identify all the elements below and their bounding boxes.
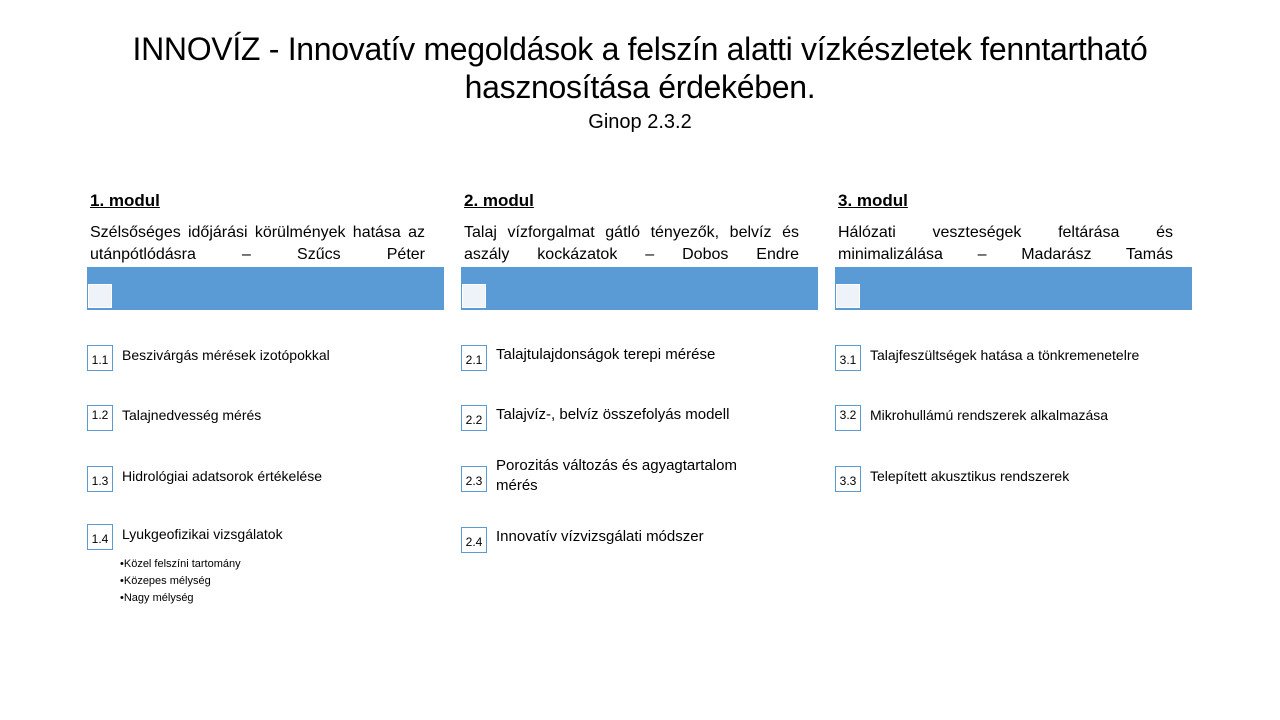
title-line-2: hasznosítása érdekében. xyxy=(464,69,816,105)
title-line-1: INNOVÍZ - Innovatív megoldások a felszín alatti vízkészletek fenntartható xyxy=(132,31,1148,67)
task-label: Talajfeszültségek hatása a tönkremenetelre xyxy=(870,347,1140,363)
task-label: Talajnedvesség mérés xyxy=(122,407,262,423)
module-description: Talaj vízforgalmat gátló tényezők, belvíz és aszály kockázatok – Dobos Endre xyxy=(464,224,799,263)
task-number: 2.3 xyxy=(461,466,487,492)
module-heading: 1. modul xyxy=(90,191,160,210)
module-1 xyxy=(87,190,444,610)
slide-title xyxy=(0,30,1280,106)
sub-item: • Közel felszíni tartomány xyxy=(120,556,241,573)
sub-item: • Közepes mélység xyxy=(120,573,241,590)
module-3 xyxy=(835,190,1192,610)
task-number: 1.3 xyxy=(87,466,113,492)
task-number: 3.3 xyxy=(835,466,861,492)
task-label: Talajtulajdonságok terepi mérése xyxy=(496,346,716,363)
task-number: 2.1 xyxy=(461,345,487,371)
task-label-line: mérés xyxy=(496,477,538,494)
module-2 xyxy=(461,190,818,610)
module-bar xyxy=(87,267,444,310)
task-label: Hidrológiai adatsorok értékelése xyxy=(122,468,322,484)
task-label: Talajvíz-, belvíz összefolyás modell xyxy=(496,406,730,423)
task-number: 2.2 xyxy=(461,405,487,431)
task-number: 1.1 xyxy=(87,345,113,371)
task-number: 3.1 xyxy=(835,345,861,371)
task-number: 2.4 xyxy=(461,527,487,553)
module-description: Hálózati veszteségek feltárása és minimalizálása – Madarász Tamás xyxy=(838,224,1173,263)
task-label: Telepített akusztikus rendszerek xyxy=(870,468,1070,484)
module-bar-box xyxy=(836,284,860,308)
module-heading: 2. modul xyxy=(464,191,534,210)
task-label-line: Porozitás változás és agyagtartalom xyxy=(496,457,737,474)
module-heading: 3. modul xyxy=(838,191,908,210)
task-label: Lyukgeofizikai vizsgálatok xyxy=(122,526,283,542)
task-number: 1.4 xyxy=(87,524,113,550)
module-description: Szélsőséges időjárási körülmények hatása az utánpótlódásra – Szűcs Péter xyxy=(90,224,425,263)
sub-item: • Nagy mélység xyxy=(120,590,241,607)
task-label xyxy=(496,456,737,496)
module-bar-box xyxy=(462,284,486,308)
task-number: 3.2 xyxy=(835,405,861,431)
slide-subtitle: Ginop 2.3.2 xyxy=(588,111,692,133)
module-bar-box xyxy=(88,284,112,308)
task-label: Mikrohullámú rendszerek alkalmazása xyxy=(870,407,1109,423)
task-number: 1.2 xyxy=(87,405,113,431)
module-bar xyxy=(835,267,1192,310)
task-label: Innovatív vízvizsgálati módszer xyxy=(496,528,704,545)
task-sublist xyxy=(120,556,241,607)
module-bar xyxy=(461,267,818,310)
task-label: Beszivárgás mérések izotópokkal xyxy=(122,347,330,363)
